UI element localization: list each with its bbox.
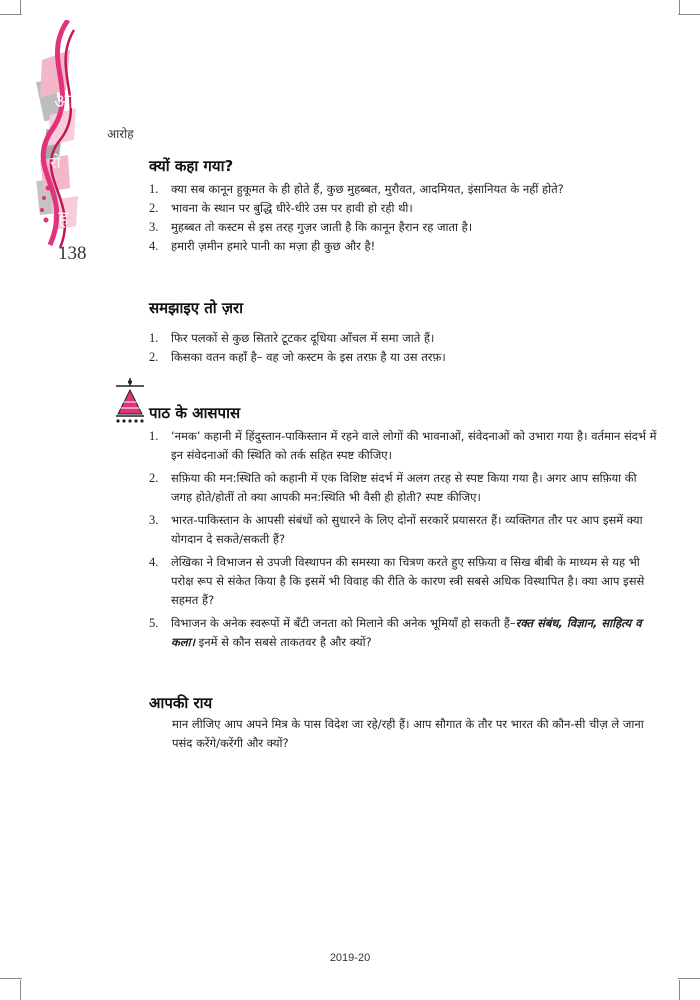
question-text: ‘नमक’ कहानी में हिंदुस्तान-पाकिस्तान में रहने वाले लोगों की भावनाओं, संवेदनाओं को उभारा गया है। वर्तमान संदर्भ में इन संवेदनाओं की स्थिति को तर्क सहित स्पष्ट कीजिए। <box>171 429 657 462</box>
aapki-raay-text: मान लीजिए आप अपने मित्र के पास विदेश जा रहे/रही हैं। आप सौगात के तौर पर भारत की कौन-सी चीज़ ले जाना पसंद करेंगे/करेंगी और क्यों? <box>172 717 644 750</box>
section-emblem-icon <box>112 376 148 426</box>
list-item: 2. सफ़िया की मन:स्थिति को कहानी में एक विशिष्ट संदर्भ में अलग तरह से स्पष्ट किया गया है। अगर आप सफ़िया की जगह होते/होतीं तो क्या आपकी मन:स्थिति भी वैसी ही होती? स्पष्ट कीजिए। <box>149 471 637 504</box>
page-number: 138 <box>58 243 87 264</box>
question-text: हमारी ज़मीन हमारे पानी का मज़ा ही कुछ और है! <box>171 239 376 253</box>
list-item: 4. हमारी ज़मीन हमारे पानी का मज़ा ही कुछ और है! <box>149 239 376 253</box>
question-text-after: इनमें से कौन सबसे ताकतवर है और क्यों? <box>194 635 372 649</box>
emphasized-text: रक्त संबंध, विज्ञान, साहित्य व कला। <box>171 616 642 649</box>
crop-mark <box>0 14 22 15</box>
question-text: भावना के स्थान पर बुद्धि धीरे-धीरे उस पर हावी हो रही थी। <box>171 201 413 215</box>
crop-mark <box>678 978 700 979</box>
section-title-aapki-raay: आपकी राय <box>149 694 213 712</box>
question-list-samjhaiye <box>149 329 659 367</box>
crop-mark <box>0 978 22 979</box>
question-list-path-ke-aaspaas <box>149 427 659 656</box>
question-text: किसका वतन कहाँ है– वह जो कस्टम के इस तरफ़ है या उस तरफ़। <box>171 350 446 364</box>
question-list-kyon-kaha-gaya <box>149 180 659 256</box>
list-item: 3. भारत-पाकिस्तान के आपसी संबंधों को सुधारने के लिए दोनों सरकारें प्रयासरत हैं। व्यक्तिगत तौर पर आप इसमें क्या योगदान दे सकते/सकती हैं? <box>149 513 643 546</box>
list-item: 1. फिर पलकों से कुछ सितारे टूटकर दूधिया आँचल में समा जाते हैं। <box>149 331 435 345</box>
decoration-letter: रो <box>50 153 61 172</box>
section-title-samjhaiye: समझाइए तो ज़रा <box>149 299 244 317</box>
section-title-path-ke-aaspaas: पाठ के आसपास <box>149 404 241 422</box>
crop-mark <box>678 14 700 15</box>
decoration-letter: आ <box>54 89 75 113</box>
question-text: लेखिका ने विभाजन से उपजी विस्थापन की समस्या का चित्रण करते हुए सफ़िया व सिख बीबी के माध्यम से यह भी परोक्ष रूप से संकेत किया है कि इसमें भी विवाह की रीति के कारण स्त्री सबसे अधिक विस्थापित है। क्या आप इससे सहमत हैं? <box>171 555 645 607</box>
list-item: 1. ‘नमक’ कहानी में हिंदुस्तान-पाकिस्तान में रहने वाले लोगों की भावनाओं, संवेदनाओं को उभारा गया है। वर्तमान संदर्भ में इन संवेदनाओं की स्थिति को तर्क सहित स्पष्ट कीजिए। <box>149 429 657 462</box>
decoration-letter: ह <box>58 206 69 230</box>
question-text: मुहब्बत तो कस्टम से इस तरह गुज़र जाती है कि कानून हैरान रह जाता है। <box>171 220 473 234</box>
running-head: आरोह <box>107 127 134 141</box>
crop-mark <box>679 0 680 14</box>
list-item: 2. किसका वतन कहाँ है– वह जो कस्टम के इस तरफ़ है या उस तरफ़। <box>149 350 446 364</box>
margin-decoration <box>30 20 90 250</box>
footer-year: 2019-20 <box>329 952 371 964</box>
list-item: 4. लेखिका ने विभाजन से उपजी विस्थापन की समस्या का चित्रण करते हुए सफ़िया व सिख बीबी के माध्यम से यह भी परोक्ष रूप से संकेत किया है कि इसमें भी विवाह की रीति के कारण स्त्री सबसे अधिक विस्थापित है। क्या आप इससे सहमत हैं? <box>149 555 645 607</box>
section-title-kyon-kaha-gaya: क्यों कहा गया? <box>149 157 234 175</box>
list-item: 1. क्या सब कानून हुकूमत के ही होते हैं, कुछ मुहब्बत, मुरौवत, आदमियत, इंसानियत के नहीं होते? <box>149 182 564 196</box>
question-text-before: विभाजन के अनेक स्वरूपों में बँटी जनता को मिलाने की अनेक भूमियाँ हो सकती हैं– <box>171 616 516 630</box>
crop-mark <box>679 980 680 1000</box>
question-text: सफ़िया की मन:स्थिति को कहानी में एक विशिष्ट संदर्भ में अलग तरह से स्पष्ट किया गया है। अगर आप सफ़िया की जगह होते/होतीं तो क्या आपकी मन:स्थिति भी वैसी ही होती? स्पष्ट कीजिए। <box>171 471 637 504</box>
question-text: भारत-पाकिस्तान के आपसी संबंधों को सुधारने के लिए दोनों सरकारें प्रयासरत हैं। व्यक्तिगत तौर पर आप इसमें क्या योगदान दे सकते/सकती हैं? <box>171 513 643 546</box>
crop-mark <box>20 0 21 14</box>
list-item: 3. मुहब्बत तो कस्टम से इस तरह गुज़र जाती है कि कानून हैरान रह जाता है। <box>149 220 473 234</box>
crop-mark <box>20 980 21 1000</box>
list-item: 2. भावना के स्थान पर बुद्धि धीरे-धीरे उस पर हावी हो रही थी। <box>149 201 413 215</box>
question-text: फिर पलकों से कुछ सितारे टूटकर दूधिया आँचल में समा जाते हैं। <box>171 331 435 345</box>
list-item: 5. विभाजन के अनेक स्वरूपों में बँटी जनता को मिलाने की अनेक भूमियाँ हो सकती हैं–रक्त संबंध, विज्ञान, साहित्य व कला। इनमें से कौन सबसे ताकतवर है और क्यों? <box>149 616 642 649</box>
question-text: क्या सब कानून हुकूमत के ही होते हैं, कुछ मुहब्बत, मुरौवत, आदमियत, इंसानियत के नहीं होते? <box>171 182 564 196</box>
